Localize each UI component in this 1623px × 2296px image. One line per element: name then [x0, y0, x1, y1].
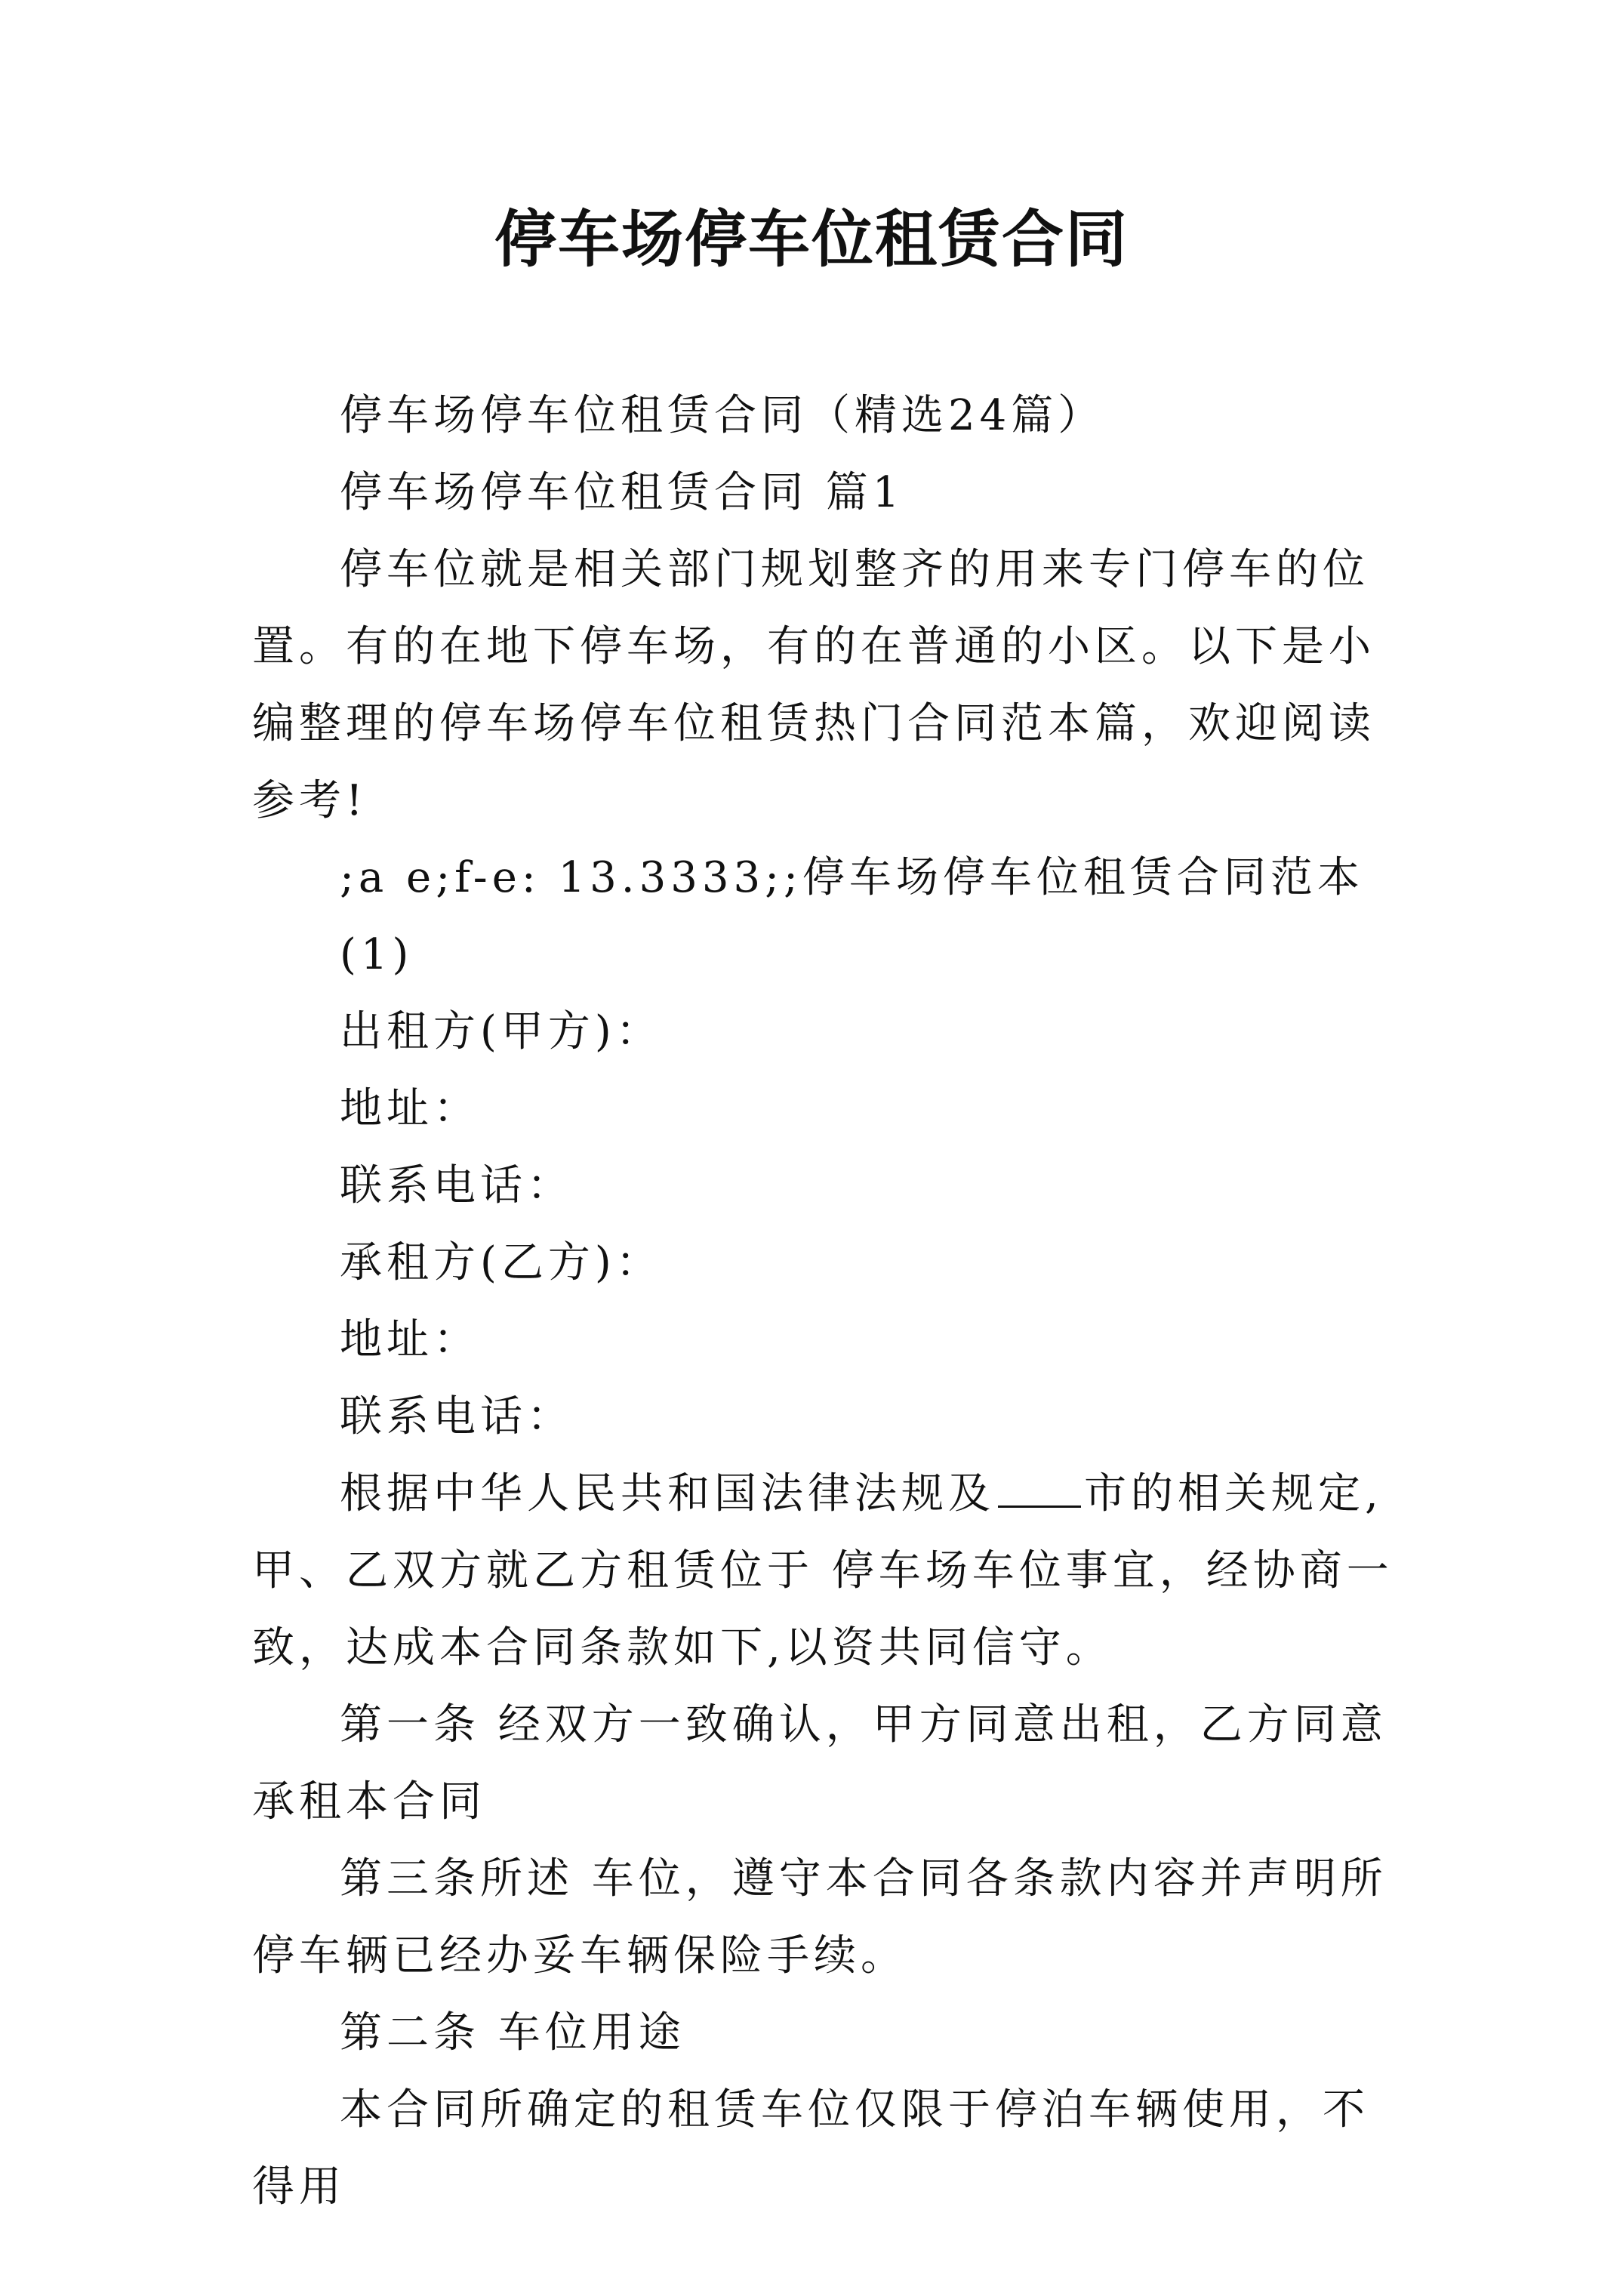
paragraph-lessee-address: 地址： — [340, 1315, 480, 1364]
paragraph-article-2-body: 本合同所确定的租赁车位仅限于停泊车辆使用，不得用 — [252, 2085, 1369, 2211]
paragraph-lessee: 承租方(乙方)： — [340, 1238, 663, 1287]
paragraph-subtitle: 停车场停车位租赁合同（精选24篇） — [340, 391, 1105, 440]
paragraph-lessor-phone: 联系电话： — [340, 1161, 574, 1210]
paragraph-intro: 停车位就是相关部门规划整齐的用来专门停车的位置。有的在地下停车场，有的在普通的小区。以下是小编整理的停车场停车位租赁热门合同范本篇，欢迎阅读参考! — [252, 545, 1375, 825]
paragraph-article-2-heading: 第二条 车位用途 — [340, 2008, 685, 2057]
city-blank-line — [998, 1468, 1081, 1508]
legal-basis-text-end: 市的相关规定,甲、乙双方就乙方租赁位于 停车场车位事宜，经协商一致，达成本合同条款如下,以资共同信守。 — [252, 1469, 1394, 1672]
paragraph-number: (1) — [340, 930, 414, 979]
paragraph-lessee-phone: 联系电话： — [340, 1392, 574, 1441]
paragraph-legal-basis — [252, 1456, 1394, 1687]
paragraph-article-3-ref: 第三条所述 车位，遵守本合同各条款内容并声明所停车辆已经办妥车辆保险手续。 — [252, 1854, 1387, 1980]
paragraph-template-heading: ;a e;f-e: 13.3333;;停车场停车位租赁合同范本 — [340, 853, 1364, 902]
paragraph-lessor-address: 地址： — [340, 1084, 480, 1133]
document-body — [252, 378, 1394, 2226]
document-title: 停车场停车位租赁合同 — [494, 203, 1129, 276]
paragraph-lessor: 出租方(甲方)： — [340, 1007, 663, 1056]
paragraph-section-heading: 停车场停车位租赁合同 篇1 — [340, 468, 904, 517]
legal-basis-text-start: 根据中华人民共和国法律法规及 — [340, 1469, 995, 1518]
paragraph-article-1: 第一条 经双方一致确认，甲方同意出租，乙方同意承租本合同 — [252, 1700, 1387, 1826]
